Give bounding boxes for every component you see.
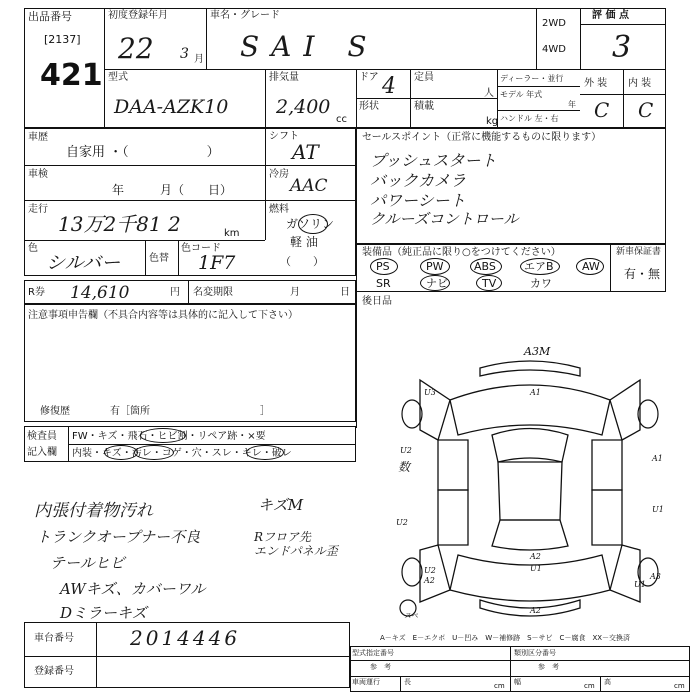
recycle-label: R券 (28, 287, 45, 298)
remark-3: テールヒビ (50, 554, 125, 572)
chassis-value: 2014446 (130, 626, 241, 650)
history-label: 車歴 (28, 132, 48, 143)
equip-abs-circle (470, 258, 502, 275)
inspector-scratch-circle (104, 445, 138, 460)
chassis-label: 車台番号 (34, 633, 74, 644)
inspector-wear-circle (246, 445, 284, 460)
lot-sub: [2137] (44, 33, 81, 46)
mark-u2-left-2: U2 (396, 518, 408, 527)
equip-navi: ナビ (426, 277, 448, 290)
color-tone-label: 色替 (149, 253, 169, 264)
model-year-label: モデル 年式 (500, 90, 543, 99)
bottom-hgt: 高 (604, 678, 611, 686)
equipment-label: 装備品（純正品に限り○をつけてください） (362, 247, 561, 258)
first-reg-label: 初度登録年月 (108, 10, 168, 21)
equip-airbag: エアB (524, 260, 554, 273)
registration-label: 登録番号 (34, 666, 74, 677)
warranty-value: 有・無 (624, 267, 661, 281)
damage-legend: A－キズ E－エクボ U－凹み W－補修跡 S－サビ C－腐食 XX－交換済 (380, 634, 631, 642)
model-label: 型式 (108, 72, 128, 83)
mark-u1-right: U1 (652, 505, 664, 514)
color-code-label: 色コード (181, 243, 221, 254)
mark-count: 数 (398, 460, 411, 474)
fuel-gasoline: ガソリン (286, 217, 335, 231)
equip-aw-circle (576, 258, 604, 275)
aircon-value: AAC (290, 176, 328, 196)
mark-a1-right: A1 (652, 454, 663, 463)
mark-u1-trunk: U1 (530, 564, 542, 573)
mark-a3-right: A3 (650, 572, 661, 581)
remark-2: トランクオープナー不良 (36, 528, 200, 546)
drive-2wd: 2WD (542, 18, 566, 29)
color-label: 色 (28, 243, 38, 254)
equip-pw: PW (426, 260, 444, 273)
model-value: DAA-AZK10 (114, 96, 229, 118)
dealer-label: ディーラー・並行 (500, 74, 564, 83)
color-value: シルバー (46, 252, 121, 274)
car-name-label: 車名・グレード (210, 10, 280, 21)
mark-a2-rear: A2 (424, 576, 435, 585)
lot-number: 421 (40, 58, 103, 93)
doors-label: ドア (359, 72, 379, 83)
bottom-wid: 幅 (514, 678, 521, 686)
recycle-unit: 円 (170, 287, 180, 298)
interior-label: 内 装 (628, 78, 652, 89)
disp-unit: cc (336, 114, 347, 125)
inspector-label-2: 記入欄 (27, 447, 57, 458)
exterior-label: 外 装 (584, 78, 608, 89)
inspector-label-1: 検査員 (27, 431, 57, 442)
remark-right-2: Rフロア先 (254, 530, 312, 544)
equip-sr: SR (376, 277, 391, 290)
handle-label: ハンドル 左・右 (500, 114, 559, 123)
drive-4wd: 4WD (542, 44, 566, 55)
mark-a2-trunk: A2 (530, 552, 541, 561)
return-date-label: 後日品 (362, 296, 392, 307)
bottom-len: 長 (404, 678, 411, 686)
car-name-value: SAI S (240, 30, 379, 63)
mark-a2-bumper: A2 (530, 606, 541, 615)
sales-points-label: セールスポイント（正常に機能するものに限ります） (362, 132, 602, 143)
mark-u1-rear-right: U1 (634, 580, 646, 589)
fuel-other: （ ） (280, 255, 324, 268)
remark-right-3: エンドパネル歪 (254, 544, 338, 558)
grade-label: 評 価 点 (592, 10, 629, 21)
sales-point-1: プッシュスタート (370, 151, 497, 170)
sales-point-3: パワーシート (370, 191, 466, 210)
inspector-row-1: FW・キズ・飛石・ヒビ割・リペア跡・×要 (72, 431, 266, 442)
grade-value: 3 (612, 30, 632, 65)
equip-aw: AW (582, 260, 600, 273)
recycle-value: 14,610 (70, 283, 130, 303)
first-reg-month: 3 (180, 46, 189, 62)
mark-a3m: A3M (524, 345, 551, 358)
bottom-c: 車両運行 (352, 678, 380, 686)
equip-tv-circle (476, 275, 502, 291)
equip-airbag-circle (520, 258, 560, 275)
bottom-cm-1: cm (494, 682, 505, 690)
warranty-label: 新車保証書 (616, 247, 662, 257)
mileage-unit: km (224, 228, 240, 239)
remark-5: Dミラーキズ (60, 604, 147, 622)
aircon-label: 冷房 (269, 169, 289, 180)
notes-frame (24, 304, 356, 422)
notes-label: 注意事項申告欄（不具合内容等は具体的に記入して下さい） (28, 310, 298, 321)
lot-label: 出品番号 (28, 10, 72, 23)
inspection-label: 車検 (28, 169, 48, 180)
mark-a1-hood: A1 (530, 388, 541, 397)
exterior-value: C (594, 98, 610, 122)
fuel-label: 燃料 (269, 204, 289, 215)
mark-u2-left: U2 (400, 446, 412, 455)
equip-ps-circle (370, 258, 398, 275)
history-value: 自家用 ・（ ） (66, 145, 220, 160)
bottom-a: 型式指定番号 (352, 649, 394, 657)
mark-u2-rear: U2 (424, 566, 436, 575)
repair-value: 有［箇所 ］ (110, 406, 270, 417)
bottom-cm-3: cm (674, 682, 685, 690)
bottom-ref-2: 参 考 (538, 663, 559, 671)
mark-spare: スペ (404, 612, 418, 620)
remark-right-1: キズM (258, 496, 304, 514)
fuel-gasoline-circle (298, 214, 328, 234)
first-reg-year: 22 (118, 32, 154, 65)
mark-u3: U3 (424, 388, 436, 397)
bottom-b: 類別区分番号 (514, 649, 556, 657)
shift-label: シフト (269, 131, 299, 142)
inspector-dirt-circle (134, 445, 174, 460)
inspection-value: 年 月（ 日） (112, 183, 233, 197)
load-unit: kg (486, 116, 499, 127)
doors-value: 4 (382, 74, 396, 99)
equip-abs: ABS (474, 260, 496, 273)
model-year-unit: 年 (568, 100, 576, 109)
bottom-cm-2: cm (584, 682, 595, 690)
sales-point-2: バックカメラ (370, 171, 467, 190)
name-change-label: 名変期限 (193, 287, 233, 298)
capacity-unit: 人 (484, 88, 494, 99)
shape-label: 形状 (359, 101, 379, 112)
first-reg-month-unit: 月 (194, 54, 204, 65)
equip-tv: TV (482, 277, 497, 290)
interior-value: C (638, 98, 654, 122)
disp-value: 2,400 (276, 96, 331, 118)
remark-4: AWキズ、カバーワル (60, 580, 206, 598)
color-code-value: 1F7 (198, 252, 236, 274)
bottom-ref-1: 参 考 (370, 663, 391, 671)
shift-value: AT (292, 140, 319, 164)
equip-navi-circle (420, 275, 450, 291)
mileage-label: 走行 (28, 204, 48, 215)
load-label: 積載 (414, 101, 434, 112)
capacity-label: 定員 (414, 72, 434, 83)
disp-label: 排気量 (269, 72, 299, 83)
sales-point-4: クルーズコントロール (370, 210, 519, 228)
equip-ps: PS (376, 260, 390, 273)
equip-leather: カワ (530, 277, 552, 290)
mileage-value: 13万2千81 2 (58, 212, 181, 236)
inspector-stone-circle (140, 428, 186, 443)
fuel-diesel: 軽 油 (290, 235, 318, 249)
equip-pw-circle (420, 258, 450, 275)
inspector-row-2: 内装・キズ・汚レ・コゲ・穴・スレ・キレ・破レ (72, 448, 292, 459)
remark-1: 内張付着物汚れ (34, 501, 153, 521)
name-change-day: 日 (340, 287, 350, 298)
repair-label: 修復歴 (40, 406, 70, 417)
name-change-month: 月 (290, 287, 300, 298)
